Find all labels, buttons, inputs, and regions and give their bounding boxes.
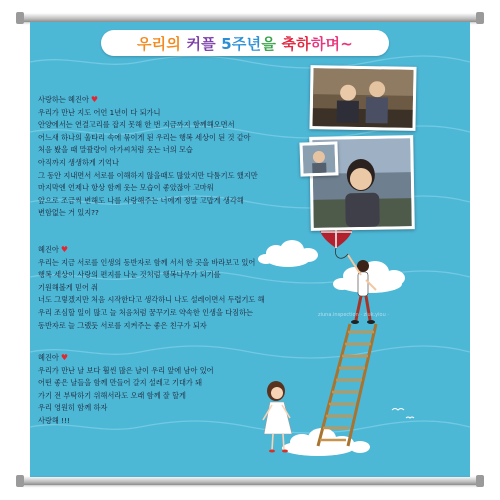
watermark-text: ziuna.inspection · ziuk.yiou ·: [318, 312, 389, 318]
title-part: 커플: [186, 34, 216, 53]
letter-line: 마지막엔 언제나 항상 함께 웃는 모습이 좋았잖아 고마워: [38, 183, 214, 193]
heart-icon: ♥: [60, 353, 69, 362]
letter-line: 기원해볼게 믿어 줘: [38, 282, 99, 292]
letter-line: 너도 그렇겠지만 처음 시작한다고 생각하니 나도 설레이면서 두렵기도 해: [38, 295, 265, 305]
letter-paragraph-3: [38, 352, 328, 428]
bird-icon: [392, 409, 404, 411]
title-part: 우리의: [136, 34, 187, 53]
letter-greeting: 혜진아 ♥: [38, 245, 69, 254]
cloud-right: [333, 261, 405, 293]
letter-line: 그 동안 지내면서 서로를 이해하지 않을때도 많았지만 다툼기도 했지만: [38, 170, 258, 180]
banner-poster: [30, 22, 470, 477]
letter-line: 사랑해 !!!: [38, 415, 70, 425]
title-part: 5주년: [215, 34, 262, 53]
letter-line: 어떤 좋은 날들을 함께 만들어 갈지 설레고 기대가 돼: [38, 378, 203, 388]
letter-paragraph-2: [38, 244, 328, 332]
title-part: 하며~: [310, 34, 353, 53]
letter-greeting: 혜진아 ♥: [38, 353, 69, 362]
letter-line: 어느새 하나의 울타리 속에 묶이게 된 우리는 행복 세상이 된 것 같아: [38, 132, 251, 142]
heart-icon: ♥: [90, 95, 99, 104]
top-hanging-rod: [20, 14, 480, 22]
letter-line: 우리가 만난 지도 어언 1년이 다 되가니: [38, 107, 161, 117]
letter-greeting: 사랑하는 혜진아 ♥: [38, 95, 99, 104]
letter-line: 처음 봤을 때 말괄량이 아가씨처럼 웃는 너의 모습: [38, 145, 193, 155]
letter-line: 우리가 만난 날 보다 훨씬 많은 날이 우리 앞에 남아 있어: [38, 365, 214, 375]
letter-line: 아직까지 생생하게 기억나: [38, 157, 119, 167]
bottom-hanging-rod: [20, 477, 480, 485]
heart-icon: ♥: [60, 245, 69, 254]
letter-line: 가기 전 부탁하기 위해서라도 오래 함께 잘 할게: [38, 390, 186, 400]
title-part: 축하: [281, 34, 311, 53]
letter-line: 우리 영원히 함께 하자: [38, 403, 108, 413]
letter-line: 우리는 지금 서로를 인생의 동반자로 함께 서서 한 곳을 바라보고 있어: [38, 257, 256, 267]
title-part: 을: [261, 34, 282, 53]
bird-icon: [406, 417, 414, 418]
letter-line: 행복 세상이 사랑의 편지를 나눈 것처럼 행복나무가 되기를: [38, 270, 221, 280]
letter-paragraph-1: [38, 94, 328, 220]
letter-line: 변함없는 거 있지??: [38, 208, 99, 218]
title-banner: [101, 30, 389, 56]
letter-line: 안양에서는 연결고리를 잡지 못해 한 번 지금까지 함께해오면서: [38, 120, 235, 130]
letter-line: 우리 조심할 일이 많고 늘 처음처럼 꿈꾸기로 약속한 인생을 다짐하는: [38, 307, 253, 317]
letter-line: 동반자로 늘 그랬듯 서로를 지켜주는 좋은 친구가 되자: [38, 320, 207, 330]
poster-title: [137, 33, 353, 54]
letter-line: 앞으로 조금씩 변해도 나를 사랑해주는 너에게 정말 고맙게 생각해: [38, 195, 244, 205]
